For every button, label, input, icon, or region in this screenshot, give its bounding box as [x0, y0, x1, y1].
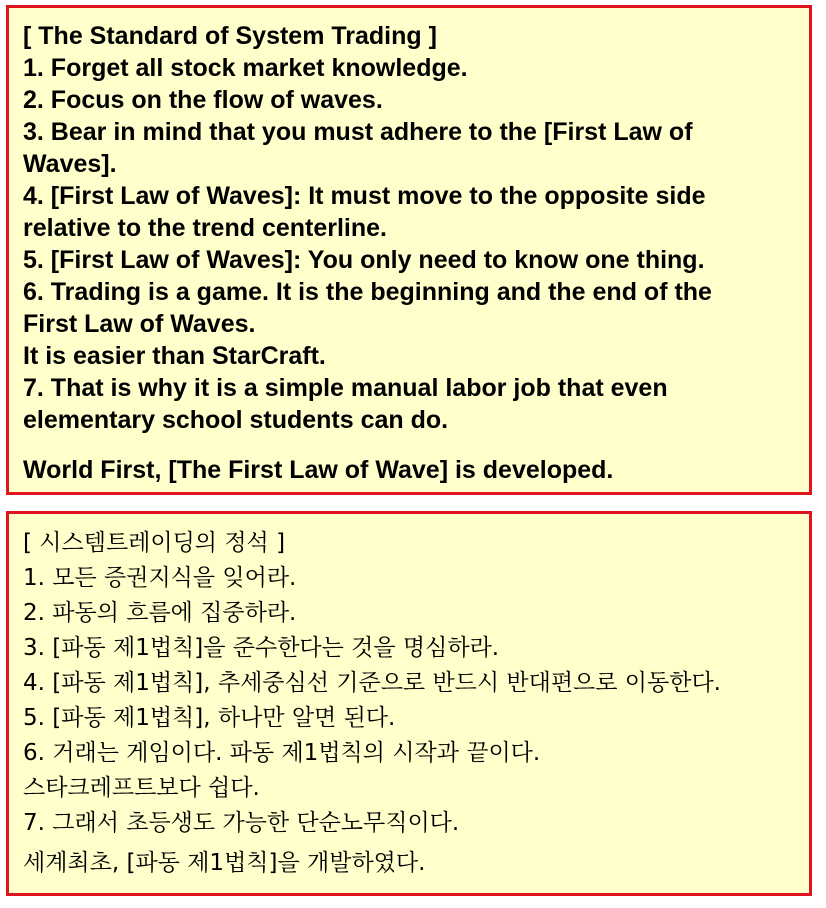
english-line-3: 3. Bear in mind that you must adhere to the [First Law of	[23, 118, 693, 146]
english-line-2: 2. Focus on the flow of waves.	[23, 86, 383, 114]
english-line-11: 7. That is why it is a simple manual labor job that even	[23, 374, 668, 402]
korean-line-5: 5. [파동 제1법칙], 하나만 알면 된다.	[23, 705, 396, 731]
korean-line-4: 4. [파동 제1법칙], 추세중심선 기준으로 반드시 반대편으로 이동한다.	[23, 670, 721, 696]
english-line-12: elementary school students can do.	[23, 406, 449, 434]
english-title: [ The Standard of System Trading ]	[23, 22, 437, 50]
english-footer: World First, [The First Law of Wave] is developed.	[23, 456, 614, 484]
english-line-8: 6. Trading is a game. It is the beginning and the end of the	[23, 278, 712, 306]
english-line-9: First Law of Waves.	[23, 310, 256, 338]
korean-line-2: 2. 파동의 흐름에 집중하라.	[23, 600, 297, 626]
korean-line-3: 3. [파동 제1법칙]을 준수한다는 것을 명심하라.	[23, 635, 500, 661]
english-line-7: 5. [First Law of Waves]: You only need to know one thing.	[23, 246, 705, 274]
korean-footer: 세계최초, [파동 제1법칙]을 개발하였다.	[23, 850, 426, 876]
korean-line-7: 스타크레프트보다 쉽다.	[23, 775, 260, 801]
english-line-5: 4. [First Law of Waves]: It must move to the opposite side	[23, 182, 706, 210]
english-line-4: Waves].	[23, 150, 117, 178]
english-line-1: 1. Forget all stock market knowledge.	[23, 54, 468, 82]
korean-line-8: 7. 그래서 초등생도 가능한 단순노무직이다.	[23, 810, 460, 836]
english-text-box	[6, 5, 812, 495]
korean-text-box	[6, 511, 812, 896]
korean-line-1: 1. 모든 증권지식을 잊어라.	[23, 565, 297, 591]
korean-title: [ 시스템트레이딩의 정석 ]	[23, 530, 286, 556]
korean-line-6: 6. 거래는 게임이다. 파동 제1법칙의 시작과 끝이다.	[23, 740, 541, 766]
english-line-6: relative to the trend centerline.	[23, 214, 387, 242]
english-line-10: It is easier than StarCraft.	[23, 342, 326, 370]
